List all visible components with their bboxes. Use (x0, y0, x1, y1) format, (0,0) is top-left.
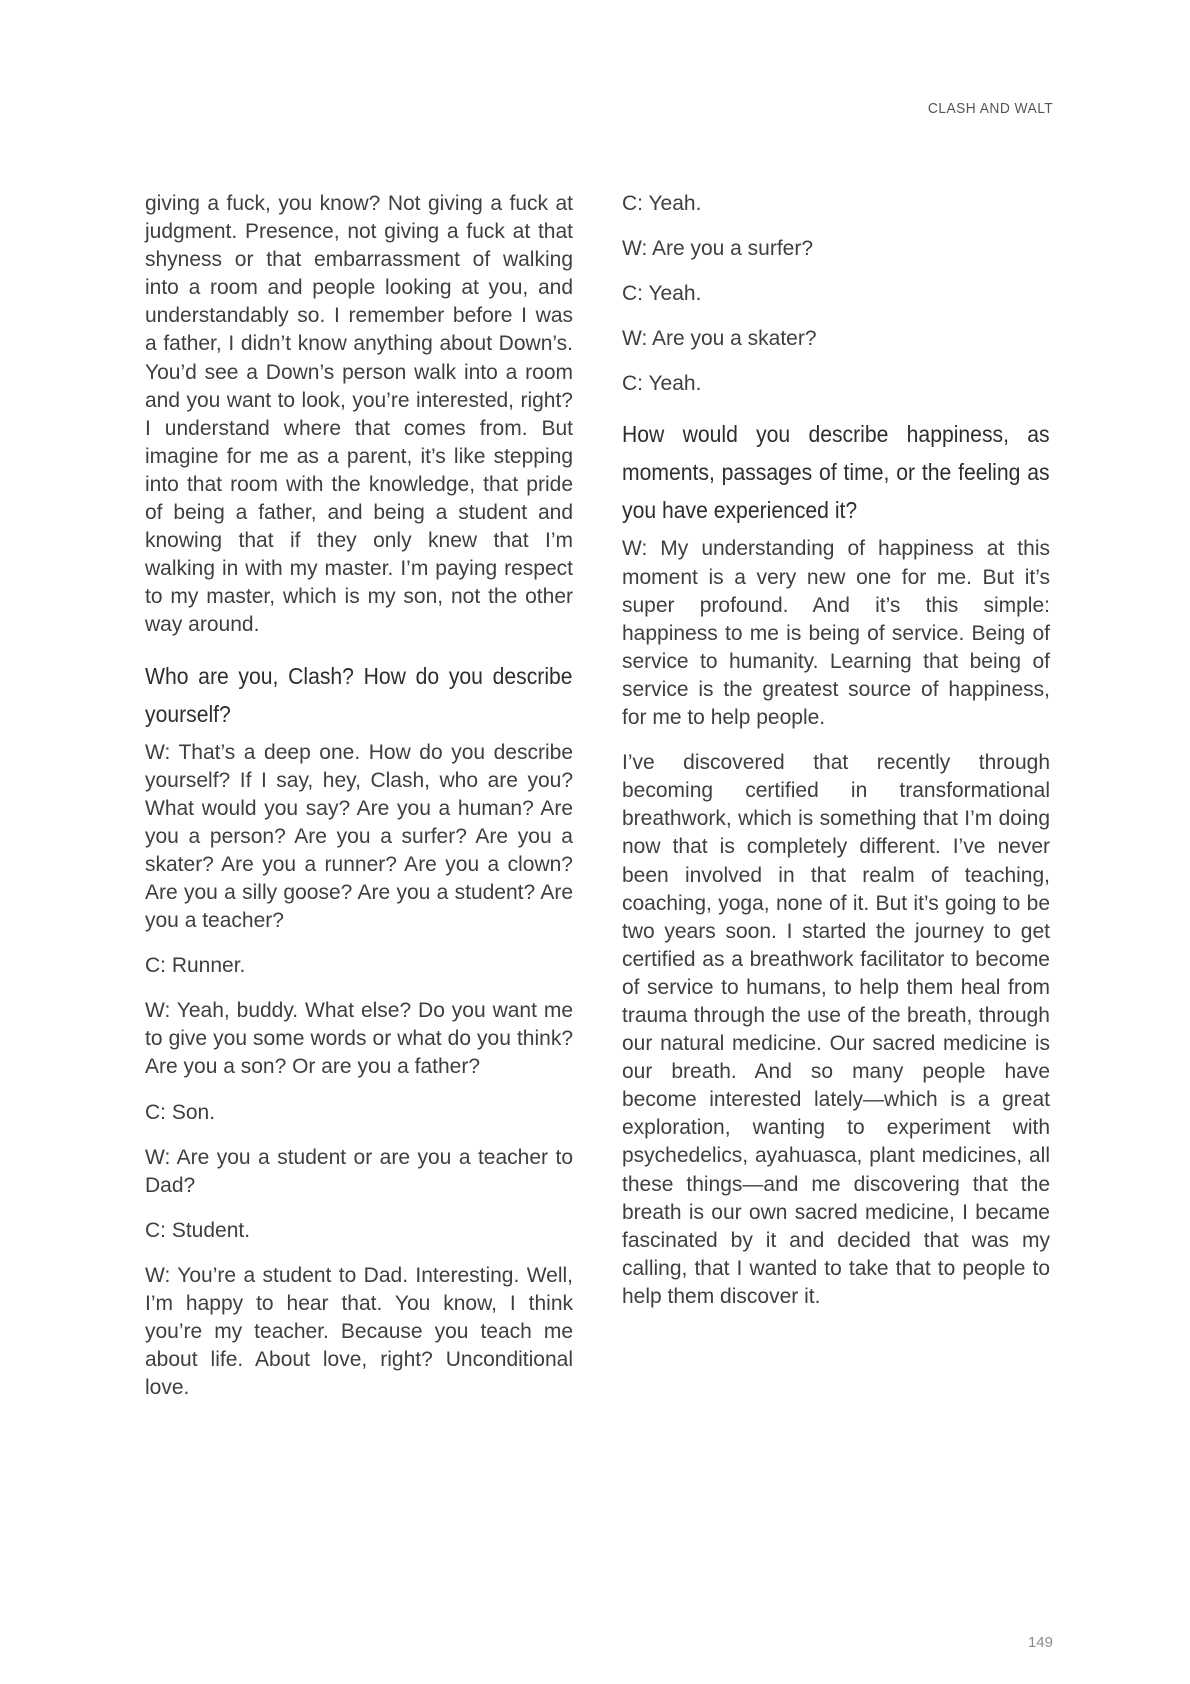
body-paragraph: W: Are you a student or are you a teacher to Dad? (145, 1145, 573, 1197)
running-head: CLASH AND WALT (927, 100, 1053, 117)
body-paragraph: C: Son. (145, 1100, 216, 1124)
body-paragraph: C: Yeah. (622, 282, 702, 306)
question-heading: Who are you, Clash? How do you describe yourself? (145, 662, 573, 727)
body-paragraph: C: Runner. (145, 954, 246, 978)
body-paragraph: I’ve discovered that recently through becoming certified in transformational breathwork, which is something that I’m doing now that is completely different. I’ve never been involved in that realm of teaching, coaching, yoga, none of it. But it’s going to be two years soon. I started the journey to get certified as a breathwork facilitator to become of service to humans, to help them heal from trauma through the use of the breath, through our natural medicine. Our sacred medicine is our breath. And so many people have become interested lately—which is a great exploration, wanting to experiment with psychedelics, ayahuasca, plant medicines, all these things—and me discovering that the breath is our own sacred medicine, I became fascinated by it and decided that was my calling, that I wanted to take that to people to help them discover it. (622, 751, 1050, 1308)
body-paragraph: C: Yeah. (622, 372, 702, 396)
body-paragraph: W: Are you a skater? (622, 327, 817, 351)
body-paragraph: C: Yeah. (622, 192, 702, 215)
body-paragraph: W: Yeah, buddy. What else? Do you want me to give you some words or what do you think? Are you a son? Or are you a father? (145, 999, 573, 1079)
page-number: 149 (1027, 1634, 1053, 1651)
body-paragraph: W: Are you a surfer? (622, 237, 814, 261)
body-paragraph: W: My understanding of happiness at this moment is a very new one for me. But it’s super profound. And it’s this simple: happiness to me is being of service. Being of service to humanity. Learning that being of service is the greatest source of happiness, for me to help people. (622, 537, 1050, 730)
body-paragraph: W: You’re a student to Dad. Interesting. Well, I’m happy to hear that. You know, I think you’re my teacher. Because you teach me about life. About love, right? Unconditional love. (145, 1263, 573, 1400)
body-paragraph: C: Student. (145, 1218, 251, 1242)
right-column (622, 190, 1050, 1328)
body-paragraph: W: That’s a deep one. How do you describe yourself? If I say, hey, Clash, who are you? What would you say? Are you a human? Are you a person? Are you a surfer? Are you a skater? Are you a runner? Are you a clown? Are you a silly goose? Are you a student? Are you a teacher? (145, 740, 573, 933)
question-heading: How would you describe happiness, as moments, passages of time, or the feeling as you have experienced it? (622, 421, 1050, 524)
left-column (145, 190, 573, 1419)
body-paragraph: giving a fuck, you know? Not giving a fuck at judgment. Presence, not giving a fuck at that shyness or that embarrassment of walking into a room and people looking at you, and understandably so. I remember before I was a father, I didn’t know anything about Down’s. You’d see a Down’s person walk into a room and you want to look, you’re interested, right? I understand where that comes from. But imagine for me as a parent, it’s like stepping into that room with the knowledge, that pride of being a father, and being a student and knowing that if they only knew that I’m walking in with my master. I’m paying respect to my master, which is my son, not the other way around. (145, 192, 573, 637)
